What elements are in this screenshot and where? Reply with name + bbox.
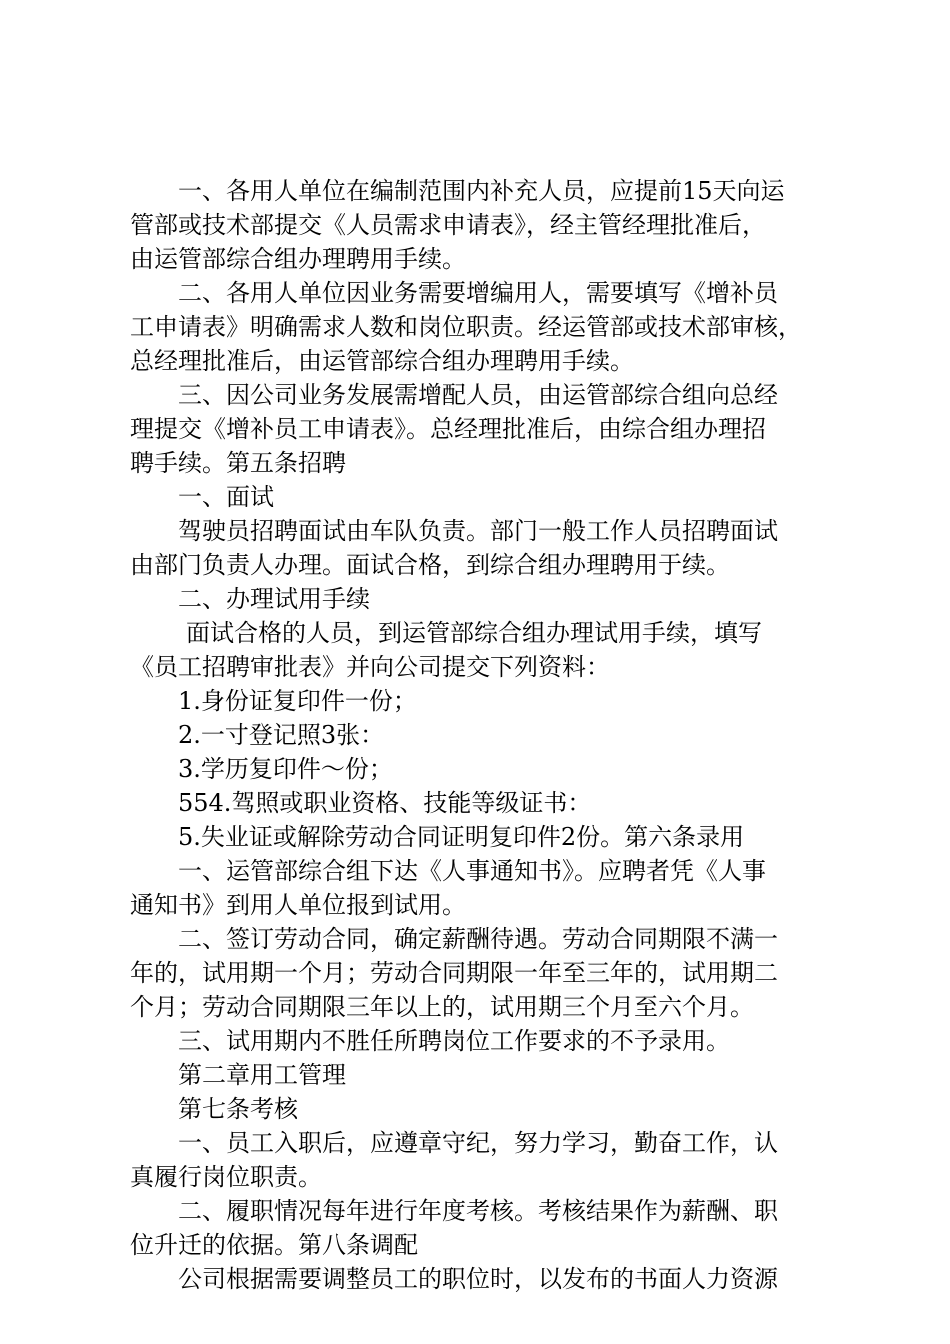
text-line: 聘手续。第五条招聘 (130, 449, 346, 477)
text-line: 二、履职情况每年进行年度考核。考核结果作为薪酬、职 (178, 1197, 778, 1225)
text-line: 真履行岗位职责。 (130, 1163, 322, 1191)
text-line: 第二章用工管理 (178, 1061, 346, 1089)
text-line: 1.身份证复印件一份； (178, 687, 417, 715)
text-line: 驾驶员招聘面试由车队负责。部门一般工作人员招聘面试 (178, 517, 778, 545)
text-line: 二、各用人单位因业务需要增编用人，需要填写《增补员 (178, 279, 778, 307)
text-line: 由部门负责人办理。面试合格，到综合组办理聘用于续。 (130, 551, 730, 579)
text-line: 工申请表》明确需求人数和岗位职责。经运管部或技术部审核， (130, 313, 802, 341)
text-line: 3.学历复印件～份； (178, 755, 393, 783)
text-line: 一、员工入职后，应遵章守纪，努力学习，勤奋工作，认 (178, 1129, 778, 1157)
text-line: 一、运管部综合组下达《人事通知书》。应聘者凭《人事 (178, 857, 766, 885)
text-line: 三、试用期内不胜任所聘岗位工作要求的不予录用。 (178, 1027, 730, 1055)
document-body (130, 174, 830, 1296)
text-line: 个月；劳动合同期限三年以上的，试用期三个月至六个月。 (130, 993, 754, 1021)
text-line: 由运管部综合组办理聘用手续。 (130, 245, 466, 273)
text-line: 5.失业证或解除劳动合同证明复印件2份。第六条录用 (178, 823, 745, 851)
text-line: 2.一寸登记照3张： (178, 721, 385, 749)
text-line: 一、各用人单位在编制范围内补充人员，应提前15天向运 (178, 177, 785, 205)
text-line: 二、办理试用手续 (178, 585, 370, 613)
text-line: 位升迁的依据。第八条调配 (130, 1231, 418, 1259)
text-line: 一、面试 (178, 483, 274, 511)
text-line: 总经理批准后，由运管部综合组办理聘用手续。 (130, 347, 634, 375)
text-line: 第七条考核 (178, 1095, 298, 1123)
text-line: 《员工招聘审批表》并向公司提交下列资料： (130, 653, 610, 681)
text-line: 二、签订劳动合同，确定薪酬待遇。劳动合同期限不满一 (178, 925, 778, 953)
text-line: 554.驾照或职业资格、技能等级证书： (178, 789, 592, 817)
text-line: 通知书》到用人单位报到试用。 (130, 891, 466, 919)
text-line: 公司根据需要调整员工的职位时，以发布的书面人力资源 (178, 1265, 778, 1293)
text-line: 面试合格的人员，到运管部综合组办理试用手续，填写 (186, 619, 762, 647)
text-line: 理提交《增补员工申请表》。总经理批准后，由综合组办理招 (130, 415, 766, 443)
text-line: 三、因公司业务发展需增配人员，由运管部综合组向总经 (178, 381, 778, 409)
text-line: 管部或技术部提交《人员需求申请表》，经主管经理批准后， (130, 211, 766, 239)
text-line: 年的，试用期一个月；劳动合同期限一年至三年的，试用期二 (130, 959, 778, 987)
